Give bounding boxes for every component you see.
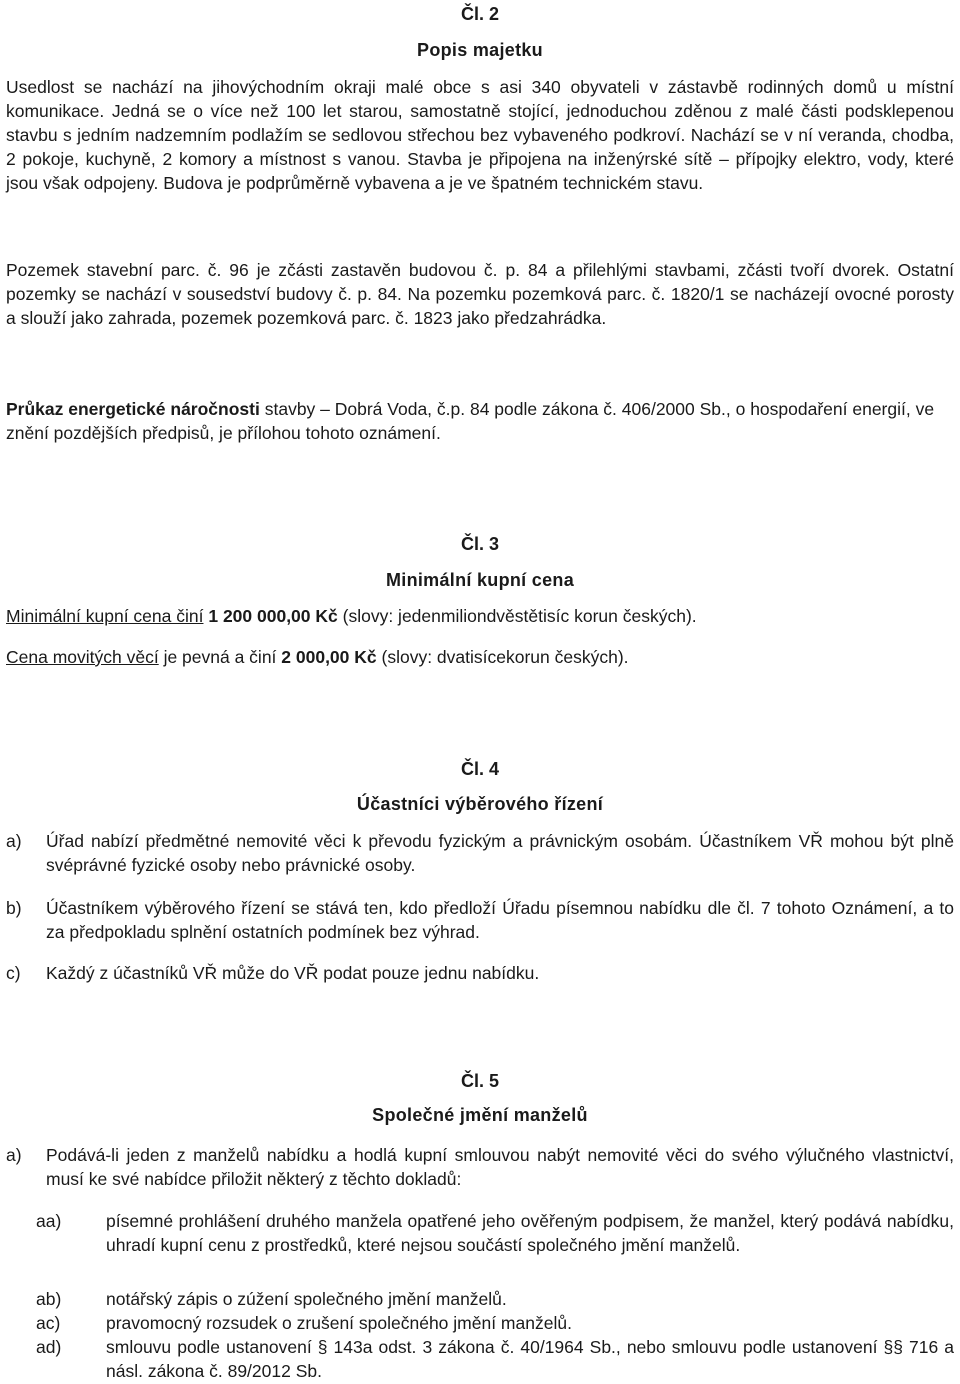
item-label: a) <box>6 1145 22 1165</box>
movables-price-words: (slovy: dvatisícekorun českých). <box>376 647 629 667</box>
movables-price-connector: je pevná a činí <box>158 647 282 667</box>
minimum-price-value: 1 200 000,00 Kč <box>208 606 338 626</box>
article-4-item-c <box>6 961 954 985</box>
article-2-paragraph-1: Usedlost se nachází na jihovýchodním okraji malé obce s asi 340 obyvateli v zástavbě rodinných domů u místní komunikace. Jedná se o více než 100 let starou, samostatně stojící, jednoduchou zděnou z malé části podsklepenou stavbu s jedním nadzemním podlažím se sedlovou střechou bez vybaveného podkroví. Nachází se v ní veranda, chodba, 2 pokoje, kuchyně, 2 komory a místnost s vanou. Stavba je připojena na inženýrské sítě – přípojky elektro, vody, které jsou však odpojeny. Budova je podprůměrně vybavena a je ve špatném technickém stavu. <box>6 77 954 193</box>
item-text: Každý z účastníků VŘ může do VŘ podat pouze jednu nabídku. <box>46 963 540 983</box>
minimum-price-line <box>6 604 954 628</box>
subitem-label: ab) <box>36 1289 62 1309</box>
movables-price-value: 2 000,00 Kč <box>281 647 377 667</box>
subitem-label: aa) <box>36 1211 62 1231</box>
article-2-paragraph-3 <box>6 397 954 445</box>
article-5-subitem-aa <box>36 1209 954 1257</box>
movables-price-line <box>6 645 954 669</box>
item-label: b) <box>6 898 22 918</box>
minimum-price-words: (slovy: jedenmiliondvěstětisíc korun českých). <box>337 606 697 626</box>
subitem-text: písemné prohlášení druhého manžela opatřené jeho ověřeným podpisem, že manžel, který podává nabídku, uhradí kupní cenu z prostředků, které nejsou součástí společného jmění manželů. <box>106 1211 954 1255</box>
energy-certificate-text: stavby – Dobrá Voda, č.p. 84 podle zákona č. 406/2000 Sb., o hospodaření energií, ve znění pozdějších předpisů, je přílohou tohoto oznámení. <box>6 399 935 443</box>
minimum-price-label: Minimální kupní cena činí <box>6 606 204 626</box>
article-5-item-a <box>6 1143 954 1191</box>
item-text: Podává-li jeden z manželů nabídku a hodlá kupní smlouvou nabýt nemovité věci do svého výlučného vlastnictví, musí ke své nabídce přiložit některý z těchto dokladů: <box>46 1145 954 1189</box>
article-3-number: Čl. 3 <box>460 534 499 554</box>
subitem-label: ac) <box>36 1313 61 1333</box>
article-5-subitem-ac <box>36 1311 954 1335</box>
article-5-subitem-ad <box>36 1335 954 1383</box>
movables-price-label: Cena movitých věcí <box>6 647 159 667</box>
item-label: a) <box>6 831 22 851</box>
subitem-label: ad) <box>36 1337 62 1357</box>
item-text: Účastníkem výběrového řízení se stává ten, kdo předloží Úřadu písemnou nabídku dle čl. 7 tohoto Oznámení, a to za předpokladu splnění ostatních podmínek bez výhrad. <box>46 898 954 942</box>
article-2-paragraph-2: Pozemek stavební parc. č. 96 je zčásti zastavěn budovou č. p. 84 a přilehlými stavbami, zčásti tvoří dvorek. Ostatní pozemky se nachází v sousedství budovy č. p. 84. Na pozemku pozemková parc. č. 1820/1 se nacházejí ovocné porosty a slouží jako zahrada, pozemek pozemková parc. č. 1823 jako předzahrádka. <box>6 260 954 328</box>
item-label: c) <box>6 963 21 983</box>
subitem-text: smlouvu podle ustanovení § 143a odst. 3 zákona č. 40/1964 Sb., nebo smlouvu podle ustanovení §§ 716 a násl. zákona č. 89/2012 Sb. <box>106 1337 954 1381</box>
article-4-item-a <box>6 829 954 877</box>
article-5-number: Čl. 5 <box>460 1071 499 1091</box>
article-2-number: Čl. 2 <box>460 4 499 24</box>
article-4-item-b <box>6 896 954 944</box>
energy-certificate-label: Průkaz energetické náročnosti <box>6 399 260 419</box>
article-5-heading: Společné jmění manželů <box>372 1105 588 1125</box>
subitem-text: notářský zápis o zúžení společného jmění manželů. <box>106 1289 507 1309</box>
article-2-heading: Popis majetku <box>417 40 543 60</box>
article-5-subitem-ab <box>36 1287 954 1311</box>
article-4-number: Čl. 4 <box>460 759 499 779</box>
article-3-heading: Minimální kupní cena <box>385 570 575 590</box>
subitem-text: pravomocný rozsudek o zrušení společného jmění manželů. <box>106 1313 572 1333</box>
article-4-heading: Účastníci výběrového řízení <box>356 794 604 814</box>
item-text: Úřad nabízí předmětné nemovité věci k převodu fyzickým a právnickým osobám. Účastníkem VŘ mohou být plně svéprávné fyzické osoby nebo právnické osoby. <box>46 831 954 875</box>
